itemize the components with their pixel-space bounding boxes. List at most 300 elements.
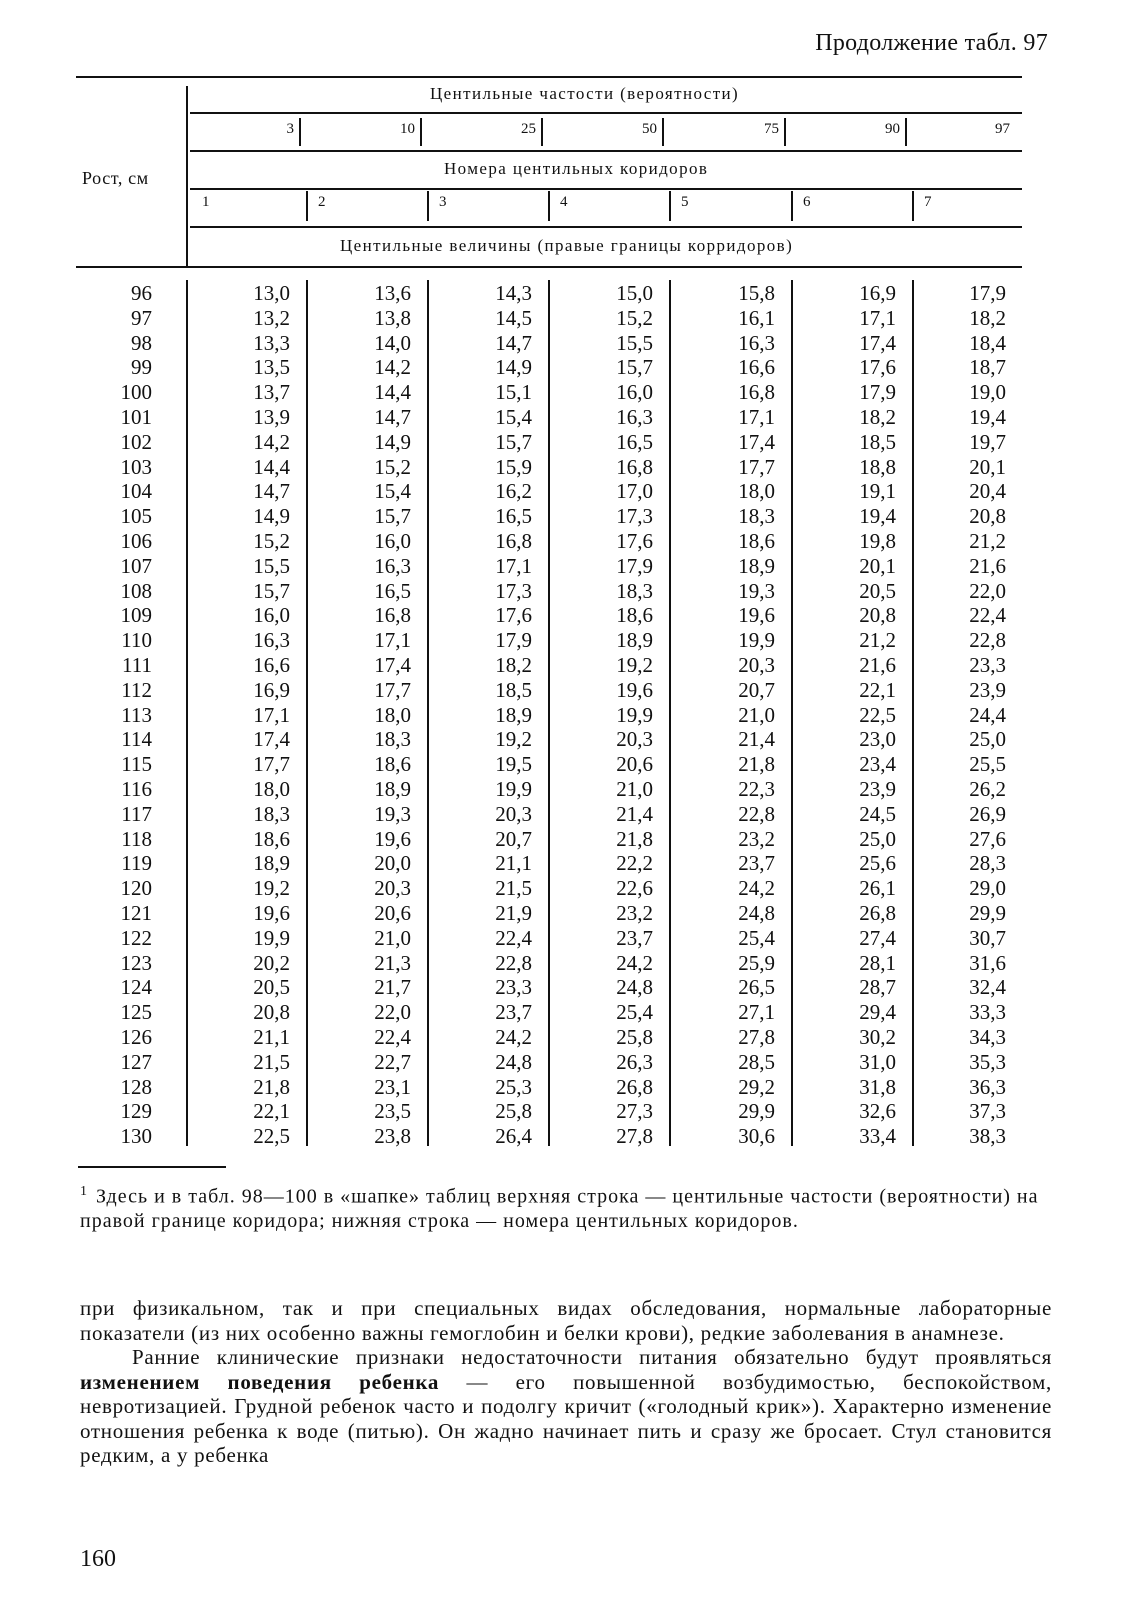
percentile-value-cell: 19,6 bbox=[616, 677, 653, 702]
height-cell: 104 bbox=[120, 479, 152, 504]
column-divider bbox=[427, 280, 429, 1146]
percentile-value-cell: 14,2 bbox=[374, 355, 411, 380]
corridor-label: 4 bbox=[560, 194, 568, 210]
footnote-marker: 1 bbox=[80, 1184, 88, 1199]
percentile-value-cell: 13,3 bbox=[253, 330, 290, 355]
percentile-value-cell: 16,3 bbox=[738, 330, 775, 355]
percentile-value-cell: 16,6 bbox=[738, 355, 775, 380]
percentile-value-cell: 21,8 bbox=[616, 826, 653, 851]
height-cell: 117 bbox=[121, 801, 152, 826]
percentile-value-cell: 18,9 bbox=[616, 628, 653, 653]
corridor-label: 2 bbox=[318, 194, 326, 210]
percentile-value-cell: 17,7 bbox=[374, 677, 411, 702]
percentile-value-cell: 15,7 bbox=[616, 355, 653, 380]
percentile-value-cell: 28,7 bbox=[859, 975, 896, 1000]
percentile-divider bbox=[905, 118, 907, 146]
percentile-value-cell: 18,9 bbox=[374, 777, 411, 801]
percentile-value-cell: 15,5 bbox=[616, 330, 653, 355]
percentile-value-cell: 15,2 bbox=[374, 454, 411, 479]
percentile-divider bbox=[784, 118, 786, 146]
percentile-value-cell: 22,4 bbox=[969, 603, 1006, 628]
percentile-value-cell: 14,9 bbox=[374, 429, 411, 454]
percentile-value-cell: 28,5 bbox=[738, 1049, 775, 1074]
percentile-value-cell: 18,2 bbox=[495, 653, 532, 677]
percentile-value-cell: 17,7 bbox=[253, 752, 290, 777]
row-header-divider bbox=[186, 86, 188, 266]
column-divider bbox=[912, 280, 914, 1146]
percentile-value-cell: 22,7 bbox=[374, 1049, 411, 1074]
percentile-value-cell: 14,5 bbox=[495, 305, 532, 330]
percentile-value-cell: 18,3 bbox=[738, 504, 775, 529]
percentile-value-cell: 18,5 bbox=[859, 429, 896, 454]
corridor-label: 5 bbox=[681, 194, 689, 210]
percentile-value-cell: 26,1 bbox=[859, 876, 896, 901]
percentile-label: 97 bbox=[995, 121, 1010, 137]
percentile-value-cell: 38,3 bbox=[969, 1124, 1006, 1149]
percentile-value-cell: 20,3 bbox=[738, 653, 775, 677]
height-cell: 115 bbox=[121, 752, 152, 777]
percentile-value-cell: 23,2 bbox=[738, 826, 775, 851]
height-cell: 96 bbox=[131, 281, 152, 305]
height-cell: 112 bbox=[121, 677, 152, 702]
height-cell: 103 bbox=[120, 454, 152, 479]
percentile-value-cell: 18,6 bbox=[738, 529, 775, 553]
percentile-value-cell: 33,4 bbox=[859, 1124, 896, 1149]
percentile-value-cell: 22,4 bbox=[374, 1025, 411, 1049]
percentile-value-cell: 13,5 bbox=[253, 355, 290, 380]
percentile-value-cell: 19,4 bbox=[969, 405, 1006, 429]
percentile-value-cell: 20,6 bbox=[374, 901, 411, 925]
percentile-value-cell: 18,3 bbox=[616, 578, 653, 603]
percentile-value-cell: 21,6 bbox=[969, 553, 1006, 578]
percentile-value-cell: 27,3 bbox=[616, 1099, 653, 1124]
percentile-value-cell: 14,3 bbox=[495, 281, 532, 305]
percentile-value-cell: 21,9 bbox=[495, 901, 532, 925]
percentile-value-cell: 15,7 bbox=[374, 504, 411, 529]
header-bottom-rule bbox=[76, 266, 1022, 268]
percentile-value-cell: 20,5 bbox=[859, 578, 896, 603]
corridor-divider bbox=[912, 191, 914, 221]
corridor-divider bbox=[791, 191, 793, 221]
percentile-value-cell: 18,9 bbox=[738, 553, 775, 578]
percentile-value-cell: 23,5 bbox=[374, 1099, 411, 1124]
percentile-value-cell: 16,8 bbox=[374, 603, 411, 628]
height-cell: 127 bbox=[120, 1049, 152, 1074]
corridor-divider bbox=[548, 191, 550, 221]
percentile-value-cell: 21,2 bbox=[969, 529, 1006, 553]
paragraph-2-start: Ранние клинические признаки недостаточности питания обязательно будут проявляться bbox=[132, 1345, 1052, 1369]
percentile-divider bbox=[420, 118, 422, 146]
percentile-value-cell: 15,9 bbox=[495, 454, 532, 479]
percentile-value-cell: 22,0 bbox=[969, 578, 1006, 603]
percentile-value-cell: 18,9 bbox=[253, 851, 290, 876]
percentile-value-cell: 26,2 bbox=[969, 777, 1006, 801]
height-cell: 122 bbox=[120, 925, 152, 950]
percentile-value-cell: 18,4 bbox=[969, 330, 1006, 355]
corridor-label: 1 bbox=[202, 194, 210, 210]
percentile-value-cell: 19,6 bbox=[738, 603, 775, 628]
footnote bbox=[80, 1180, 1052, 1233]
percentile-label: 75 bbox=[764, 121, 779, 137]
percentile-value-cell: 32,4 bbox=[969, 975, 1006, 1000]
percentile-value-cell: 21,0 bbox=[738, 702, 775, 727]
percentile-value-cell: 17,4 bbox=[253, 727, 290, 752]
corridor-label: 6 bbox=[803, 194, 811, 210]
percentile-value-cell: 20,2 bbox=[253, 950, 290, 975]
percentile-value-cell: 22,1 bbox=[253, 1099, 290, 1124]
percentile-value-cell: 22,0 bbox=[374, 1000, 411, 1025]
percentile-value-cell: 14,7 bbox=[253, 479, 290, 504]
percentile-value-cell: 23,7 bbox=[616, 925, 653, 950]
percentile-header-label: Центильные частости (вероятности) bbox=[430, 84, 740, 103]
percentile-value-cell: 23,1 bbox=[374, 1074, 411, 1099]
height-cell: 130 bbox=[120, 1124, 152, 1149]
percentile-value-cell: 24,8 bbox=[738, 901, 775, 925]
percentile-value-cell: 24,2 bbox=[616, 950, 653, 975]
percentile-value-cell: 16,3 bbox=[616, 405, 653, 429]
height-cell: 101 bbox=[120, 405, 152, 429]
percentile-value-cell: 25,4 bbox=[616, 1000, 653, 1025]
percentile-value-cell: 23,3 bbox=[495, 975, 532, 1000]
percentile-value-cell: 13,6 bbox=[374, 281, 411, 305]
percentile-value-cell: 29,9 bbox=[969, 901, 1006, 925]
height-cell: 105 bbox=[120, 504, 152, 529]
percentile-value-cell: 18,5 bbox=[495, 677, 532, 702]
percentile-value-cell: 19,7 bbox=[969, 429, 1006, 454]
percentile-value-cell: 29,4 bbox=[859, 1000, 896, 1025]
percentile-value-cell: 27,8 bbox=[616, 1124, 653, 1149]
page-number: 160 bbox=[80, 1546, 116, 1572]
row-header-divider-body bbox=[186, 280, 188, 1146]
percentile-value-cell: 21,0 bbox=[616, 777, 653, 801]
percentile-value-cell: 14,2 bbox=[253, 429, 290, 454]
percentile-value-cell: 14,9 bbox=[253, 504, 290, 529]
percentile-value-cell: 19,2 bbox=[616, 653, 653, 677]
percentile-value-cell: 13,2 bbox=[253, 305, 290, 330]
percentile-value-cell: 21,1 bbox=[495, 851, 532, 876]
height-cell: 129 bbox=[120, 1099, 152, 1124]
row-header-label: Рост, см bbox=[82, 168, 149, 188]
paragraph-2-emphasis: изменением поведения ребенка bbox=[80, 1369, 440, 1394]
percentile-value-cell: 26,5 bbox=[738, 975, 775, 1000]
percentile-value-cell: 18,2 bbox=[859, 405, 896, 429]
percentile-value-cell: 21,5 bbox=[495, 876, 532, 901]
percentile-value-cell: 17,4 bbox=[859, 330, 896, 355]
percentile-value-cell: 22,1 bbox=[859, 677, 896, 702]
percentile-value-cell: 17,1 bbox=[738, 405, 775, 429]
corridor-label: 7 bbox=[924, 194, 932, 210]
percentile-value-cell: 19,9 bbox=[738, 628, 775, 653]
percentile-value-cell: 25,6 bbox=[859, 851, 896, 876]
percentile-value-cell: 37,3 bbox=[969, 1099, 1006, 1124]
percentile-value-cell: 16,0 bbox=[253, 603, 290, 628]
percentile-value-cell: 17,1 bbox=[859, 305, 896, 330]
percentile-label: 90 bbox=[885, 121, 900, 137]
percentile-value-cell: 20,3 bbox=[495, 801, 532, 826]
percentile-value-cell: 16,2 bbox=[495, 479, 532, 504]
percentile-value-cell: 16,8 bbox=[738, 380, 775, 405]
percentile-value-cell: 20,4 bbox=[969, 479, 1006, 504]
percentile-value-cell: 18,6 bbox=[616, 603, 653, 628]
percentile-value-cell: 22,6 bbox=[616, 876, 653, 901]
percentile-value-cell: 26,8 bbox=[616, 1074, 653, 1099]
percentile-value-cell: 19,3 bbox=[738, 578, 775, 603]
percentile-value-cell: 21,4 bbox=[738, 727, 775, 752]
percentile-value-cell: 19,3 bbox=[374, 801, 411, 826]
percentile-value-cell: 26,3 bbox=[616, 1049, 653, 1074]
height-cell: 97 bbox=[131, 305, 152, 330]
column-divider bbox=[306, 280, 308, 1146]
percentile-value-cell: 19,9 bbox=[616, 702, 653, 727]
percentile-value-cell: 21,8 bbox=[738, 752, 775, 777]
paragraph-2-end: — его повышенной возбудимостью, беспокойством, невротизацией. Грудной ребенок часто и подолгу кричит («голодный крик»). Характерно изменение отношения ребенка к воде (питью). Он жадно начинает пить и сразу же бросает. Стул становится редким, а у ребенка bbox=[80, 1369, 1052, 1467]
percentile-value-cell: 35,3 bbox=[969, 1049, 1006, 1074]
table-top-rule bbox=[76, 76, 1022, 78]
percentile-value-cell: 18,6 bbox=[253, 826, 290, 851]
percentile-value-cell: 19,6 bbox=[253, 901, 290, 925]
percentile-value-cell: 17,1 bbox=[495, 553, 532, 578]
height-cell: 113 bbox=[121, 702, 152, 727]
percentile-value-cell: 18,2 bbox=[969, 305, 1006, 330]
header-rule-3 bbox=[190, 188, 1022, 190]
percentile-value-cell: 23,7 bbox=[495, 1000, 532, 1025]
percentile-value-cell: 28,1 bbox=[859, 950, 896, 975]
percentile-value-cell: 16,3 bbox=[374, 553, 411, 578]
percentile-value-cell: 14,0 bbox=[374, 330, 411, 355]
corridor-divider bbox=[669, 191, 671, 221]
percentile-value-cell: 24,8 bbox=[495, 1049, 532, 1074]
percentile-value-cell: 19,6 bbox=[374, 826, 411, 851]
percentile-value-cell: 25,8 bbox=[616, 1025, 653, 1049]
percentile-value-cell: 17,0 bbox=[616, 479, 653, 504]
paragraph-1: при физикальном, так и при специальных видах обследования, нормальные лабораторные показатели (из них особенно важны гемоглобин и белки крови), редкие заболевания в анамнезе. bbox=[80, 1296, 1052, 1345]
percentile-value-cell: 34,3 bbox=[969, 1025, 1006, 1049]
height-cell: 126 bbox=[120, 1025, 152, 1049]
corridor-divider bbox=[306, 191, 308, 221]
height-cell: 124 bbox=[120, 975, 152, 1000]
percentile-value-cell: 19,0 bbox=[969, 380, 1006, 405]
height-cell: 121 bbox=[120, 901, 152, 925]
corridor-label: 3 bbox=[439, 194, 447, 210]
percentile-value-cell: 23,2 bbox=[616, 901, 653, 925]
percentile-value-cell: 25,0 bbox=[969, 727, 1006, 752]
percentile-value-cell: 17,9 bbox=[859, 380, 896, 405]
percentile-value-cell: 17,6 bbox=[616, 529, 653, 553]
percentile-value-cell: 19,9 bbox=[253, 925, 290, 950]
percentile-value-cell: 23,4 bbox=[859, 752, 896, 777]
percentile-value-cell: 23,9 bbox=[969, 677, 1006, 702]
table-continuation-title: Продолжение табл. 97 bbox=[815, 30, 1048, 56]
percentile-value-cell: 17,1 bbox=[253, 702, 290, 727]
percentile-value-cell: 20,3 bbox=[374, 876, 411, 901]
percentile-value-cell: 20,8 bbox=[859, 603, 896, 628]
footnote-rule bbox=[78, 1166, 226, 1168]
percentile-label: 25 bbox=[521, 121, 536, 137]
percentile-value-cell: 24,2 bbox=[495, 1025, 532, 1049]
percentile-value-cell: 31,0 bbox=[859, 1049, 896, 1074]
percentile-value-cell: 20,8 bbox=[969, 504, 1006, 529]
percentile-value-cell: 16,6 bbox=[253, 653, 290, 677]
percentile-value-cell: 27,1 bbox=[738, 1000, 775, 1025]
percentile-value-cell: 16,8 bbox=[495, 529, 532, 553]
height-cell: 107 bbox=[120, 553, 152, 578]
percentile-value-cell: 17,9 bbox=[616, 553, 653, 578]
percentile-value-cell: 20,1 bbox=[859, 553, 896, 578]
percentile-value-cell: 19,9 bbox=[495, 777, 532, 801]
height-cell: 120 bbox=[120, 876, 152, 901]
percentile-value-cell: 28,3 bbox=[969, 851, 1006, 876]
percentile-value-cell: 26,4 bbox=[495, 1124, 532, 1149]
height-cell: 123 bbox=[120, 950, 152, 975]
percentile-divider bbox=[662, 118, 664, 146]
percentile-value-cell: 25,8 bbox=[495, 1099, 532, 1124]
percentile-value-cell: 20,3 bbox=[616, 727, 653, 752]
body-text bbox=[80, 1296, 1052, 1468]
percentile-value-cell: 19,4 bbox=[859, 504, 896, 529]
footnote-text: Здесь и в табл. 98—100 в «шапке» таблиц верхняя строка — центильные частости (вероятности) на правой границе коридора; нижняя строка — номера центильных коридоров. bbox=[80, 1185, 1039, 1232]
corridor-header-label: Номера центильных коридоров bbox=[444, 159, 709, 178]
percentile-value-cell: 18,6 bbox=[374, 752, 411, 777]
percentile-value-cell: 15,4 bbox=[374, 479, 411, 504]
percentile-value-cell: 17,3 bbox=[616, 504, 653, 529]
percentile-value-cell: 18,8 bbox=[859, 454, 896, 479]
percentile-value-cell: 19,1 bbox=[859, 479, 896, 504]
percentile-value-cell: 22,8 bbox=[969, 628, 1006, 653]
percentile-value-cell: 29,9 bbox=[738, 1099, 775, 1124]
percentile-value-cell: 16,8 bbox=[616, 454, 653, 479]
percentile-value-cell: 14,7 bbox=[495, 330, 532, 355]
height-cell: 110 bbox=[121, 628, 152, 653]
percentile-value-cell: 17,4 bbox=[374, 653, 411, 677]
percentile-value-cell: 30,6 bbox=[738, 1124, 775, 1149]
height-cell: 118 bbox=[121, 826, 152, 851]
percentile-value-cell: 24,5 bbox=[859, 801, 896, 826]
percentile-value-cell: 25,9 bbox=[738, 950, 775, 975]
percentile-value-cell: 15,2 bbox=[616, 305, 653, 330]
percentile-value-cell: 20,5 bbox=[253, 975, 290, 1000]
percentile-value-cell: 32,6 bbox=[859, 1099, 896, 1124]
percentile-value-cell: 29,0 bbox=[969, 876, 1006, 901]
percentile-value-cell: 15,1 bbox=[495, 380, 532, 405]
percentile-value-cell: 14,7 bbox=[374, 405, 411, 429]
header-rule-1 bbox=[190, 112, 1022, 114]
height-cell: 102 bbox=[120, 429, 152, 454]
percentile-value-cell: 22,8 bbox=[738, 801, 775, 826]
percentile-value-cell: 15,2 bbox=[253, 529, 290, 553]
paragraph-2 bbox=[80, 1345, 1052, 1468]
percentile-value-cell: 26,8 bbox=[859, 901, 896, 925]
percentile-value-cell: 17,6 bbox=[495, 603, 532, 628]
values-header-label: Центильные величины (правые границы корридоров) bbox=[340, 236, 794, 255]
column-divider bbox=[548, 280, 550, 1146]
percentile-value-cell: 23,0 bbox=[859, 727, 896, 752]
percentile-value-cell: 29,2 bbox=[738, 1074, 775, 1099]
corridor-divider bbox=[427, 191, 429, 221]
percentile-value-cell: 18,0 bbox=[738, 479, 775, 504]
height-cell: 99 bbox=[131, 355, 152, 380]
percentile-value-cell: 21,1 bbox=[253, 1025, 290, 1049]
percentile-value-cell: 36,3 bbox=[969, 1074, 1006, 1099]
percentile-value-cell: 23,8 bbox=[374, 1124, 411, 1149]
column-divider bbox=[669, 280, 671, 1146]
percentile-value-cell: 24,4 bbox=[969, 702, 1006, 727]
percentile-value-cell: 15,0 bbox=[616, 281, 653, 305]
percentile-value-cell: 24,2 bbox=[738, 876, 775, 901]
percentile-value-cell: 25,4 bbox=[738, 925, 775, 950]
percentile-value-cell: 15,7 bbox=[495, 429, 532, 454]
percentile-value-cell: 21,6 bbox=[859, 653, 896, 677]
percentile-value-cell: 27,4 bbox=[859, 925, 896, 950]
percentile-value-cell: 22,2 bbox=[616, 851, 653, 876]
percentile-value-cell: 17,4 bbox=[738, 429, 775, 454]
percentile-divider bbox=[541, 118, 543, 146]
percentile-value-cell: 31,8 bbox=[859, 1074, 896, 1099]
height-cell: 128 bbox=[120, 1074, 152, 1099]
percentile-label: 3 bbox=[286, 121, 294, 137]
percentile-value-cell: 19,5 bbox=[495, 752, 532, 777]
height-cell: 108 bbox=[120, 578, 152, 603]
percentile-value-cell: 20,7 bbox=[738, 677, 775, 702]
percentile-value-cell: 22,3 bbox=[738, 777, 775, 801]
percentile-divider bbox=[299, 118, 301, 146]
percentile-value-cell: 15,8 bbox=[738, 281, 775, 305]
percentile-label: 50 bbox=[642, 121, 657, 137]
percentile-value-cell: 18,7 bbox=[969, 355, 1006, 380]
height-cell: 100 bbox=[120, 380, 152, 405]
percentile-value-cell: 14,4 bbox=[374, 380, 411, 405]
percentile-value-cell: 17,7 bbox=[738, 454, 775, 479]
percentile-value-cell: 21,7 bbox=[374, 975, 411, 1000]
percentile-value-cell: 21,3 bbox=[374, 950, 411, 975]
percentile-value-cell: 13,0 bbox=[253, 281, 290, 305]
height-cell: 109 bbox=[120, 603, 152, 628]
percentile-value-cell: 14,9 bbox=[495, 355, 532, 380]
percentile-value-cell: 17,6 bbox=[859, 355, 896, 380]
header-rule-4 bbox=[190, 226, 1022, 228]
percentile-value-cell: 17,9 bbox=[969, 281, 1006, 305]
height-cell: 125 bbox=[120, 1000, 152, 1025]
percentile-value-cell: 25,5 bbox=[969, 752, 1006, 777]
percentile-value-cell: 18,3 bbox=[374, 727, 411, 752]
column-divider bbox=[791, 280, 793, 1146]
percentile-value-cell: 27,6 bbox=[969, 826, 1006, 851]
height-cell: 106 bbox=[120, 529, 152, 553]
height-cell: 98 bbox=[131, 330, 152, 355]
percentile-value-cell: 19,8 bbox=[859, 529, 896, 553]
percentile-value-cell: 16,9 bbox=[253, 677, 290, 702]
percentile-value-cell: 16,0 bbox=[616, 380, 653, 405]
percentile-value-cell: 15,5 bbox=[253, 553, 290, 578]
percentile-value-cell: 13,8 bbox=[374, 305, 411, 330]
percentile-value-cell: 27,8 bbox=[738, 1025, 775, 1049]
percentile-value-cell: 30,2 bbox=[859, 1025, 896, 1049]
percentile-value-cell: 25,3 bbox=[495, 1074, 532, 1099]
percentile-value-cell: 16,5 bbox=[374, 578, 411, 603]
percentile-value-cell: 17,1 bbox=[374, 628, 411, 653]
percentile-value-cell: 23,9 bbox=[859, 777, 896, 801]
height-cell: 111 bbox=[122, 653, 152, 677]
percentile-value-cell: 30,7 bbox=[969, 925, 1006, 950]
percentile-value-cell: 19,2 bbox=[253, 876, 290, 901]
percentile-value-cell: 22,4 bbox=[495, 925, 532, 950]
percentile-value-cell: 17,3 bbox=[495, 578, 532, 603]
height-cell: 116 bbox=[121, 777, 152, 801]
percentile-value-cell: 18,0 bbox=[253, 777, 290, 801]
percentile-value-cell: 21,2 bbox=[859, 628, 896, 653]
percentile-value-cell: 17,9 bbox=[495, 628, 532, 653]
percentile-value-cell: 20,8 bbox=[253, 1000, 290, 1025]
percentile-value-cell: 15,7 bbox=[253, 578, 290, 603]
